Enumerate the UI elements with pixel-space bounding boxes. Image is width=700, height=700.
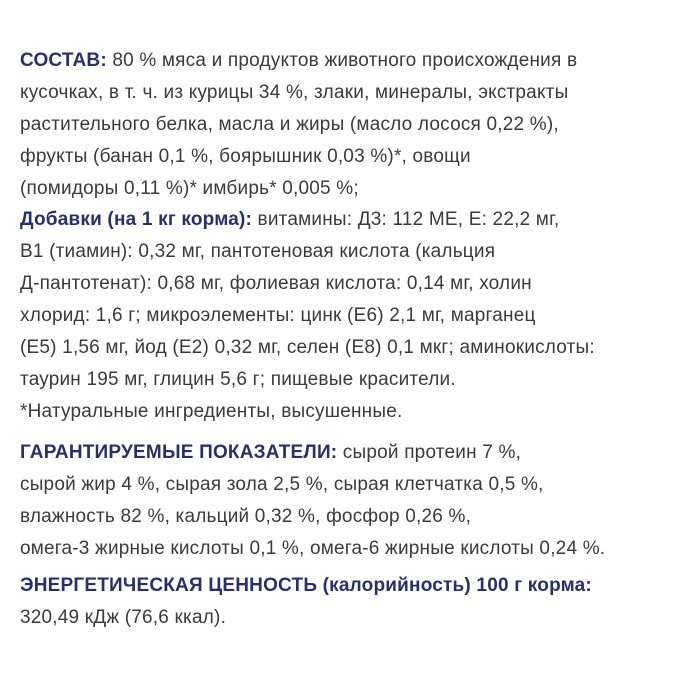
composition-line-2: кусочках, в т. ч. из курицы 34 %, злаки, минералы, экстракты — [20, 82, 569, 103]
additives-heading: Добавки (на 1 кг корма): — [20, 209, 253, 230]
composition-line-3: растительного белка, масла и жиры (масло лосося 0,22 %), — [20, 114, 559, 135]
guaranteed-values-section — [20, 437, 680, 565]
energy-heading: ЭНЕРГЕТИЧЕСКАЯ ЦЕННОСТЬ (калорийность) 100 г корма: — [20, 575, 592, 596]
guaranteed-line-2: сырой жир 4 %, сырая зола 2,5 %, сырая клетчатка 0,5 %, — [20, 474, 544, 495]
additives-line-5: (Е5) 1,56 мг, йод (Е2) 0,32 мг, селен (Е8) 0,1 мкг; аминокислоты: — [20, 337, 595, 358]
additives-line-2: В1 (тиамин): 0,32 мг, пантотеновая кислота (кальция — [20, 241, 496, 262]
additives-text: витамины: Д3: 112 МЕ, Е: 22,2 мг, — [252, 209, 560, 230]
guaranteed-line-3: влажность 82 %, кальций 0,32 %, фосфор 0,26 %, — [20, 506, 472, 527]
composition-text: 80 % мяса и продуктов животного происхождения в — [106, 50, 578, 71]
composition-section — [20, 45, 680, 205]
composition-heading: СОСТАВ: — [20, 50, 107, 71]
composition-line-4: фрукты (банан 0,1 %, боярышник 0,03 %)*, овощи — [20, 146, 471, 167]
composition-line-1 — [20, 45, 680, 77]
composition-line-5: (помидоры 0,11 %)* имбирь* 0,005 %; — [20, 178, 359, 199]
additives-section — [20, 204, 680, 428]
guaranteed-heading: ГАРАНТИРУЕМЫЕ ПОКАЗАТЕЛИ: — [20, 442, 338, 463]
guaranteed-text: сырой протеин 7 %, — [337, 442, 522, 463]
energy-value: 320,49 кДж (76,6 ккал). — [20, 607, 227, 628]
additives-line-4: хлорид: 1,6 г; микроэлементы: цинк (Е6) 2,1 мг, марганец — [20, 305, 536, 326]
additives-line-6: таурин 195 мг, глицин 5,6 г; пищевые красители. — [20, 369, 456, 390]
additives-line-1 — [20, 204, 680, 236]
guaranteed-line-4: омега-3 жирные кислоты 0,1 %, омега-6 жирные кислоты 0,24 %. — [20, 538, 606, 559]
energy-value-section — [20, 570, 680, 634]
additives-line-3: Д-пантотенат): 0,68 мг, фолиевая кислота: 0,14 мг, холин — [20, 273, 532, 294]
guaranteed-line-1 — [20, 437, 680, 469]
footnote: *Натуральные ингредиенты, высушенные. — [20, 401, 403, 422]
